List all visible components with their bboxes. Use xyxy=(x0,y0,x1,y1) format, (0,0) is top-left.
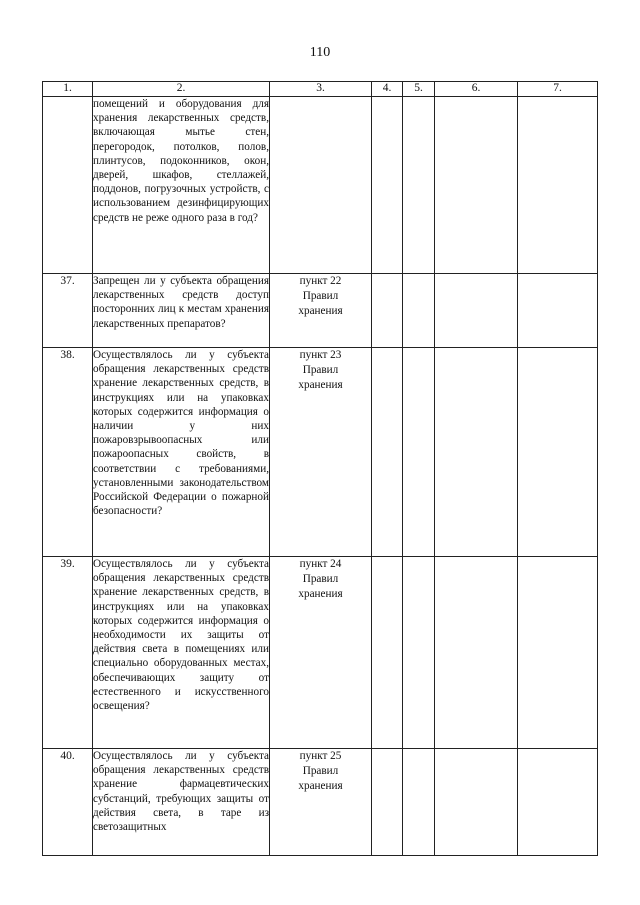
empty-cell xyxy=(403,97,435,274)
empty-cell xyxy=(372,348,403,557)
header-row xyxy=(43,82,598,97)
reference-cell xyxy=(270,274,372,348)
reference-line: хранения xyxy=(298,305,343,317)
empty-cell xyxy=(518,749,598,856)
table-row xyxy=(43,348,598,557)
column-header-6: 6. xyxy=(435,82,518,97)
reference-line: пункт 23 xyxy=(299,349,342,361)
empty-cell xyxy=(372,557,403,749)
row-number: 38. xyxy=(43,348,93,557)
empty-cell xyxy=(518,348,598,557)
reference-line: пункт 25 xyxy=(299,750,342,762)
reference-line: Правил xyxy=(302,290,339,302)
reference-cell xyxy=(270,749,372,856)
empty-cell xyxy=(372,97,403,274)
empty-cell xyxy=(372,274,403,348)
reference-line: Правил xyxy=(302,765,339,777)
table-row xyxy=(43,749,598,856)
row-number: 39. xyxy=(43,557,93,749)
empty-cell xyxy=(372,749,403,856)
row-number xyxy=(43,97,93,274)
table-row xyxy=(43,557,598,749)
empty-cell xyxy=(518,557,598,749)
empty-cell xyxy=(435,274,518,348)
column-header-1: 1. xyxy=(43,82,93,97)
empty-cell xyxy=(435,97,518,274)
reference-line: хранения xyxy=(298,379,343,391)
empty-cell xyxy=(435,348,518,557)
empty-cell xyxy=(403,557,435,749)
empty-cell xyxy=(403,348,435,557)
table-row xyxy=(43,274,598,348)
column-header-7: 7. xyxy=(518,82,598,97)
reference-cell xyxy=(270,557,372,749)
question-text: Запрещен ли у субъекта обращения лекарственных средств доступ посторонних лиц к местам хранения лекарственных препаратов? xyxy=(93,274,270,348)
page-number: 110 xyxy=(309,45,331,60)
reference-line: пункт 24 xyxy=(299,558,342,570)
row-number: 37. xyxy=(43,274,93,348)
reference-cell xyxy=(270,348,372,557)
reference-line: пункт 22 xyxy=(299,275,342,287)
empty-cell xyxy=(435,749,518,856)
reference-line: Правил xyxy=(302,364,339,376)
question-text: Осуществлялось ли у субъекта обращения лекарственных средств хранение лекарственных средств, в инструкциях или на упаковках которых содержится информация о необходимости их защиты от действия света в помещениях или специально оборудованных местах, обеспечивающих защиту от естественного и искусственного освещения? xyxy=(93,557,270,749)
column-header-5: 5. xyxy=(403,82,435,97)
empty-cell xyxy=(403,749,435,856)
reference-line: хранения xyxy=(298,588,343,600)
row-number: 40. xyxy=(43,749,93,856)
question-text: Осуществлялось ли у субъекта обращения лекарственных средств хранение лекарственных средств, в инструкциях или на упаковках которых содержится информация о наличии у них пожаровзрывоопасных или пожароопасных свойств, в соответствии с требованиями, установленными законодательством Российской Федерации о пожарной безопасности? xyxy=(93,348,270,557)
column-header-4: 4. xyxy=(372,82,403,97)
reference-line: Правил xyxy=(302,573,339,585)
question-text: помещений и оборудования для хранения лекарственных средств, включающая мытье стен, перегородок, потолков, полов, плинтусов, подоконников, окон, дверей, шкафов, стеллажей, поддонов, погрузочных устройств, с использованием дезинфицирующих средств не реже одного раза в год? xyxy=(93,97,270,274)
empty-cell xyxy=(403,274,435,348)
reference-line: хранения xyxy=(298,780,343,792)
column-header-3: 3. xyxy=(270,82,372,97)
reference-cell xyxy=(270,97,372,274)
empty-cell xyxy=(518,274,598,348)
table-row xyxy=(43,97,598,274)
question-text: Осуществлялось ли у субъекта обращения лекарственных средств хранение фармацевтических субстанций, требующих защиты от действия света, в таре из светозащитных xyxy=(93,749,270,856)
checklist-table xyxy=(42,81,598,856)
column-header-2: 2. xyxy=(93,82,270,97)
empty-cell xyxy=(518,97,598,274)
empty-cell xyxy=(435,557,518,749)
